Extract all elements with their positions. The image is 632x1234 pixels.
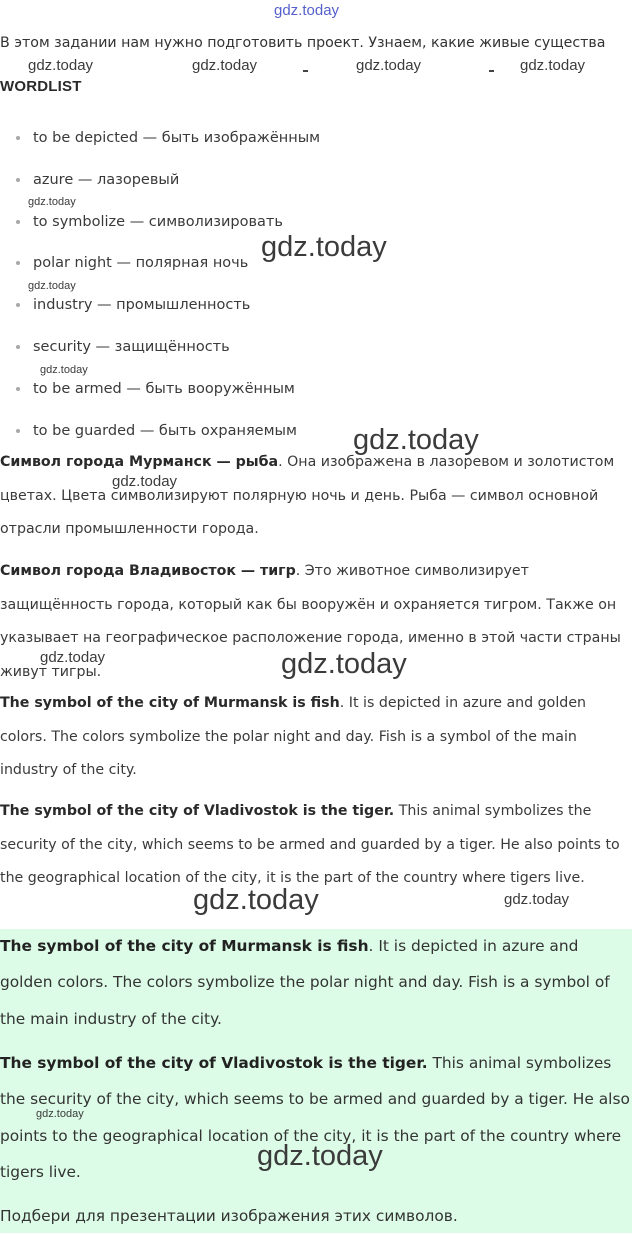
bullet-icon bbox=[16, 387, 20, 391]
english-vladivostok-paragraph bbox=[0, 795, 632, 896]
bullet-icon bbox=[16, 345, 20, 349]
answer-vladivostok-body: This animal symbolizes the security of the city, which seems to be armed and guarded by a tiger. He also points to the geographical location of the city, it is the part of the country where tigers live. bbox=[0, 1054, 630, 1181]
watermark-logo: gdz.today bbox=[274, 2, 340, 19]
bullet-icon bbox=[16, 220, 20, 224]
bullet-icon bbox=[16, 429, 20, 433]
watermark-logo: gdz.today bbox=[40, 649, 106, 666]
bullet-icon bbox=[16, 261, 20, 265]
watermark-logo: gdz.today bbox=[28, 280, 76, 292]
russian-murmansk-lead: Символ города Мурманск — рыба bbox=[0, 454, 279, 470]
bullet-icon bbox=[16, 178, 20, 182]
watermark-logo: gdz.today bbox=[36, 1108, 84, 1120]
russian-vladivostok-lead: Символ города Владивосток — тигр bbox=[0, 563, 296, 579]
watermark-logo: gdz.today bbox=[520, 57, 586, 74]
english-murmansk-lead: The symbol of the city of Murmansk is fish bbox=[0, 695, 340, 711]
watermark-logo: gdz.today bbox=[504, 891, 570, 908]
watermark-logo: gdz.today bbox=[356, 57, 422, 74]
wordlist-item-text: to be depicted — быть изображённым bbox=[33, 130, 321, 146]
dash-mark bbox=[303, 70, 308, 72]
russian-murmansk-paragraph bbox=[0, 446, 632, 547]
wordlist-item bbox=[14, 376, 320, 418]
wordlist-item-text: to be armed — быть вооружённым bbox=[33, 380, 295, 397]
wordlist-title: WORDLIST bbox=[0, 78, 82, 95]
bullet-icon bbox=[16, 136, 20, 140]
wordlist-item bbox=[14, 125, 320, 167]
russian-murmansk-body: . Она изображена в лазоревом и золотистом цветах. Цвета символизируют полярную ночь и день. Рыба — символ основной отрасли промышленности города. bbox=[0, 454, 615, 537]
watermark-logo: gdz.today bbox=[28, 196, 76, 208]
intro-text: В этом задании нам нужно подготовить проект. Узнаем, какие живые существа bbox=[0, 35, 606, 51]
wordlist-item-text: to symbolize — символизировать bbox=[33, 213, 283, 230]
watermark-logo: gdz.today bbox=[193, 884, 319, 916]
answer-murmansk-paragraph bbox=[0, 928, 632, 1037]
answer-murmansk-body: . It is depicted in azure and golden colors. The colors symbolize the polar night and day. Fish is a symbol of the main industry of the city. bbox=[0, 937, 610, 1028]
english-vladivostok-body: This animal symbolizes the security of the city, which seems to be armed and guarded by a tiger. He also points to the geographical location of the city, it is the part of the country where tigers live. bbox=[0, 803, 620, 886]
wordlist-item-text: to be guarded — быть охраняемым bbox=[33, 422, 297, 439]
dash-mark bbox=[489, 70, 494, 72]
english-murmansk-paragraph bbox=[0, 687, 632, 788]
watermark-logo: gdz.today bbox=[261, 231, 387, 263]
wordlist bbox=[14, 125, 320, 459]
russian-vladivostok-body: . Это животное символизирует защищённость города, который как бы вооружён и охраняется тигром. Также он указывает на географическое расположение города, именно в этой части страны живут тигры. bbox=[0, 563, 621, 680]
watermark-logo: gdz.today bbox=[112, 473, 178, 490]
watermark-logo: gdz.today bbox=[353, 424, 479, 456]
wordlist-item bbox=[14, 292, 320, 334]
answer-murmansk-lead: The symbol of the city of Murmansk is fish bbox=[0, 937, 369, 955]
answer-vladivostok-lead: The symbol of the city of Vladivostok is the tiger. bbox=[0, 1054, 428, 1072]
watermark-logo: gdz.today bbox=[281, 648, 407, 680]
watermark-logo: gdz.today bbox=[257, 1140, 383, 1172]
watermark-logo: gdz.today bbox=[40, 364, 88, 376]
wordlist-item-text: industry — промышленность bbox=[33, 297, 251, 314]
wordlist-item-text: security — защищённость bbox=[33, 338, 230, 355]
watermark-logo: gdz.today bbox=[28, 57, 94, 74]
wordlist-item-text: azure — лазоревый bbox=[33, 171, 180, 188]
wordlist-item-text: polar night — полярная ночь bbox=[33, 255, 249, 272]
english-murmansk-body: . It is depicted in azure and golden colors. The colors symbolize the polar night and day. Fish is a symbol of the main industry of the city. bbox=[0, 695, 587, 778]
watermark-logo: gdz.today bbox=[192, 57, 258, 74]
final-instruction: Подбери для презентации изображения этих символов. bbox=[0, 1207, 458, 1225]
english-vladivostok-lead: The symbol of the city of Vladivostok is the tiger. bbox=[0, 803, 395, 819]
bullet-icon bbox=[16, 303, 20, 307]
